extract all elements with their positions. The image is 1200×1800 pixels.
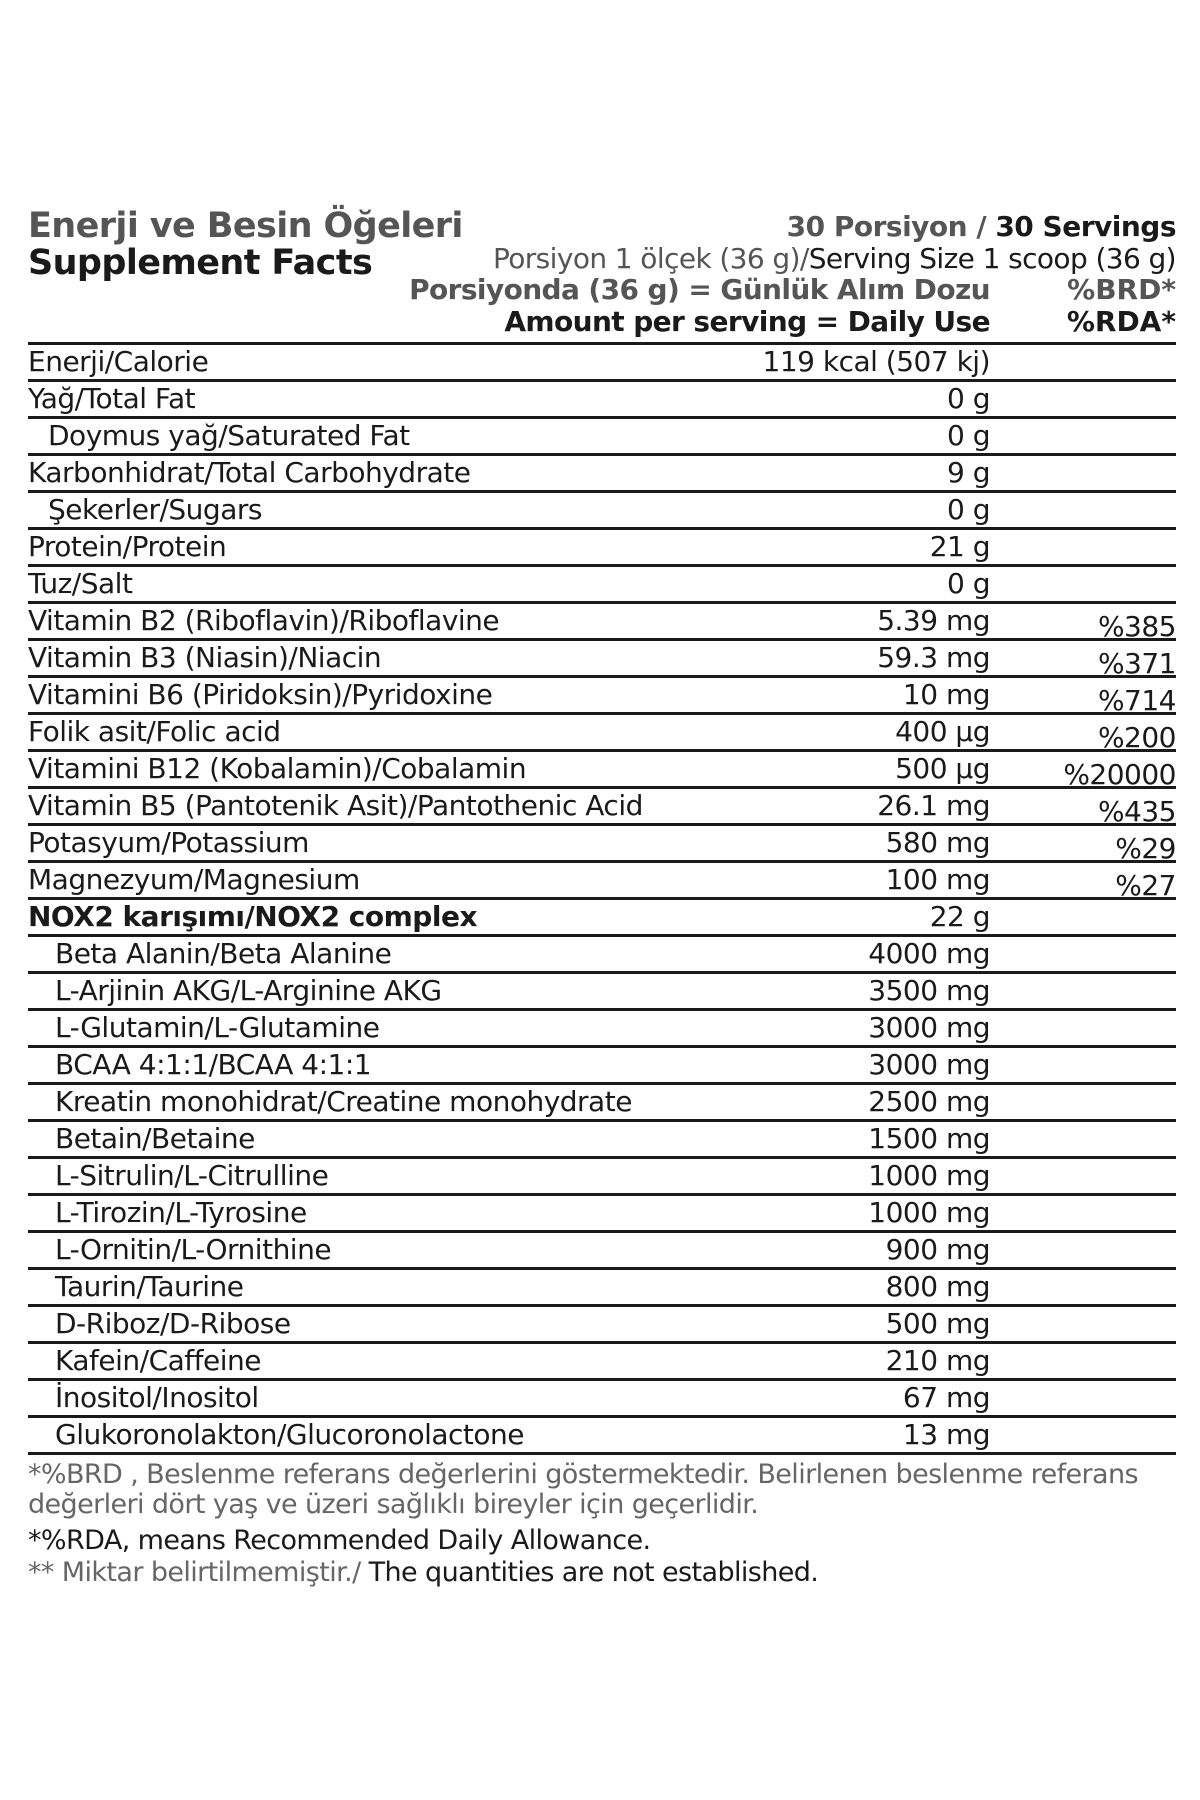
table-row [28,1159,1176,1196]
nutrient-amount: 500 mg [885,1307,990,1340]
servings-en: 30 Servings [995,210,1176,243]
table-row [28,419,1176,456]
nutrient-name: Taurin/Taurine [55,1270,244,1303]
nutrient-name: Potasyum/Potassium [28,826,309,859]
table-row [28,900,1176,937]
table-row [28,1048,1176,1085]
nutrient-name: Yağ/Total Fat [28,382,196,415]
nutrient-amount: 0 g [947,567,990,600]
nutrient-name: Karbonhidrat/Total Carbohydrate [28,456,471,489]
table-row [28,1344,1176,1381]
table-row [28,1233,1176,1270]
footnote-rda: *%RDA, means Recommended Daily Allowance. [28,1525,651,1556]
nutrient-amount: 3000 mg [868,1048,990,1081]
table-row [28,1011,1176,1048]
nutrient-name: Beta Alanin/Beta Alanine [55,937,392,970]
serving-size-en: Serving Size 1 scoop (36 g) [808,242,1176,275]
table-row [28,1307,1176,1344]
pct-header-en: %RDA* [1066,305,1176,338]
servings-tr: 30 Porsiyon / [786,210,987,243]
footnote-brd-line2: değerleri dört yaş ve üzeri sağlıklı bireyler için geçerlidir. [28,1489,759,1520]
nutrient-amount: 59.3 mg [877,641,990,674]
nutrient-name: Tuz/Salt [28,567,133,600]
nutrient-amount: 500 µg [895,752,990,785]
pct-header-tr: %BRD* [1067,273,1176,306]
nutrient-pct: %371 [1097,647,1176,680]
nutrient-pct: %385 [1097,610,1176,643]
footnote-not-established [28,1558,1176,1588]
nutrient-amount: 3500 mg [868,974,990,1007]
nutrient-name: Betain/Betaine [55,1122,255,1155]
supplement-facts-panel [28,206,1176,1588]
nutrient-name: L-Ornitin/L-Ornithine [55,1233,332,1266]
nutrient-name: NOX2 karışımı/NOX2 complex [28,900,477,933]
nutrient-amount: 10 mg [902,678,990,711]
nutrient-amount: 67 mg [902,1381,990,1414]
servings-count [787,210,1176,243]
nutrient-name: Vitamini B12 (Kobalamin)/Cobalamin [28,752,527,785]
table-row [28,382,1176,419]
nutrient-amount: 800 mg [885,1270,990,1303]
nutrient-amount: 0 g [947,382,990,415]
nutrient-amount: 900 mg [885,1233,990,1266]
table-row [28,1196,1176,1233]
nutrient-name: Şekerler/Sugars [48,493,262,526]
nutrient-name: Vitamin B2 (Riboflavin)/Riboflavine [28,604,500,637]
nutrient-amount: 22 g [929,900,990,933]
table-row [28,1418,1176,1455]
table-row [28,345,1176,382]
nutrient-name: Kreatin monohidrat/Creatine monohydrate [55,1085,632,1118]
footnote-not-established-en: The quantities are not established. [360,1557,819,1588]
nutrient-name: BCAA 4:1:1/BCAA 4:1:1 [55,1048,372,1081]
nutrient-amount: 9 g [947,456,990,489]
nutrient-pct: %200 [1097,721,1176,754]
table-row [28,641,1176,678]
table-row [28,789,1176,826]
table-row [28,826,1176,863]
nutrient-table [28,342,1176,1455]
nutrient-name: Vitamin B5 (Pantotenik Asit)/Pantothenic Acid [28,789,643,822]
nutrient-name: Enerji/Calorie [28,345,209,378]
table-row [28,456,1176,493]
nutrient-pct: %435 [1097,795,1176,828]
nutrient-name: L-Glutamin/L-Glutamine [55,1011,380,1044]
table-row [28,493,1176,530]
footnote-brd-line1: *%BRD , Beslenme referans değerlerini göstermektedir. Belirlenen beslenme referans [28,1459,1138,1490]
nutrient-amount: 119 kcal (507 kj) [762,345,990,378]
footnote-not-established-tr: ** Miktar belirtilmemiştir./ [28,1557,361,1588]
table-row [28,1122,1176,1159]
title-turkish: Enerji ve Besin Öğeleri [28,206,463,246]
serving-size [493,242,1176,275]
table-row [28,1270,1176,1307]
nutrient-name: L-Arjinin AKG/L-Arginine AKG [55,974,442,1007]
table-row [28,678,1176,715]
nutrient-amount: 0 g [947,493,990,526]
table-row [28,1381,1176,1418]
nutrient-name: Folik asit/Folic acid [28,715,281,748]
footnotes [28,1460,1176,1588]
table-row [28,752,1176,789]
nutrient-amount: 580 mg [885,826,990,859]
nutrient-amount: 400 µg [895,715,990,748]
nutrient-amount: 210 mg [885,1344,990,1377]
amount-header-en: Amount per serving = Daily Use [504,305,990,338]
nutrient-name: Kafein/Caffeine [55,1344,261,1377]
nutrient-amount: 1000 mg [868,1159,990,1192]
nutrient-amount: 2500 mg [868,1085,990,1118]
nutrient-amount: 26.1 mg [877,789,990,822]
nutrient-name: Vitamini B6 (Piridoksin)/Pyridoxine [28,678,493,711]
table-row [28,715,1176,752]
nutrient-amount: 100 mg [885,863,990,896]
table-row [28,1085,1176,1122]
nutrient-name: Protein/Protein [28,530,227,563]
facts-header [28,206,1176,342]
nutrient-amount: 3000 mg [868,1011,990,1044]
table-row [28,937,1176,974]
title-english: Supplement Facts [28,243,373,283]
nutrient-amount: 21 g [929,530,990,563]
nutrient-amount: 1500 mg [868,1122,990,1155]
nutrient-amount: 1000 mg [868,1196,990,1229]
nutrient-pct: %29 [1115,832,1176,865]
nutrient-pct: %20000 [1063,758,1176,791]
amount-header-tr: Porsiyonda (36 g) = Günlük Alım Dozu [409,273,990,306]
nutrient-name: Glukoronolakton/Glucoronolactone [55,1418,524,1451]
table-row [28,863,1176,900]
table-row [28,604,1176,641]
nutrient-amount: 5.39 mg [877,604,990,637]
nutrient-name: Magnezyum/Magnesium [28,863,360,896]
nutrient-amount: 4000 mg [868,937,990,970]
nutrient-name: L-Sitrulin/L-Citrulline [55,1159,329,1192]
table-row [28,530,1176,567]
table-row [28,567,1176,604]
nutrient-name: D-Riboz/D-Ribose [55,1307,291,1340]
nutrient-pct: %714 [1097,684,1176,717]
nutrient-name: Doymus yağ/Saturated Fat [48,419,410,452]
nutrient-name: Vitamin B3 (Niasin)/Niacin [28,641,382,674]
serving-size-tr: Porsiyon 1 ölçek (36 g)/ [492,242,809,275]
nutrient-amount: 0 g [947,419,990,452]
nutrient-amount: 13 mg [902,1418,990,1451]
nutrient-name: L-Tirozin/L-Tyrosine [55,1196,307,1229]
nutrient-name: İnositol/Inositol [55,1381,259,1414]
nutrient-pct: %27 [1115,869,1176,902]
table-row [28,974,1176,1011]
